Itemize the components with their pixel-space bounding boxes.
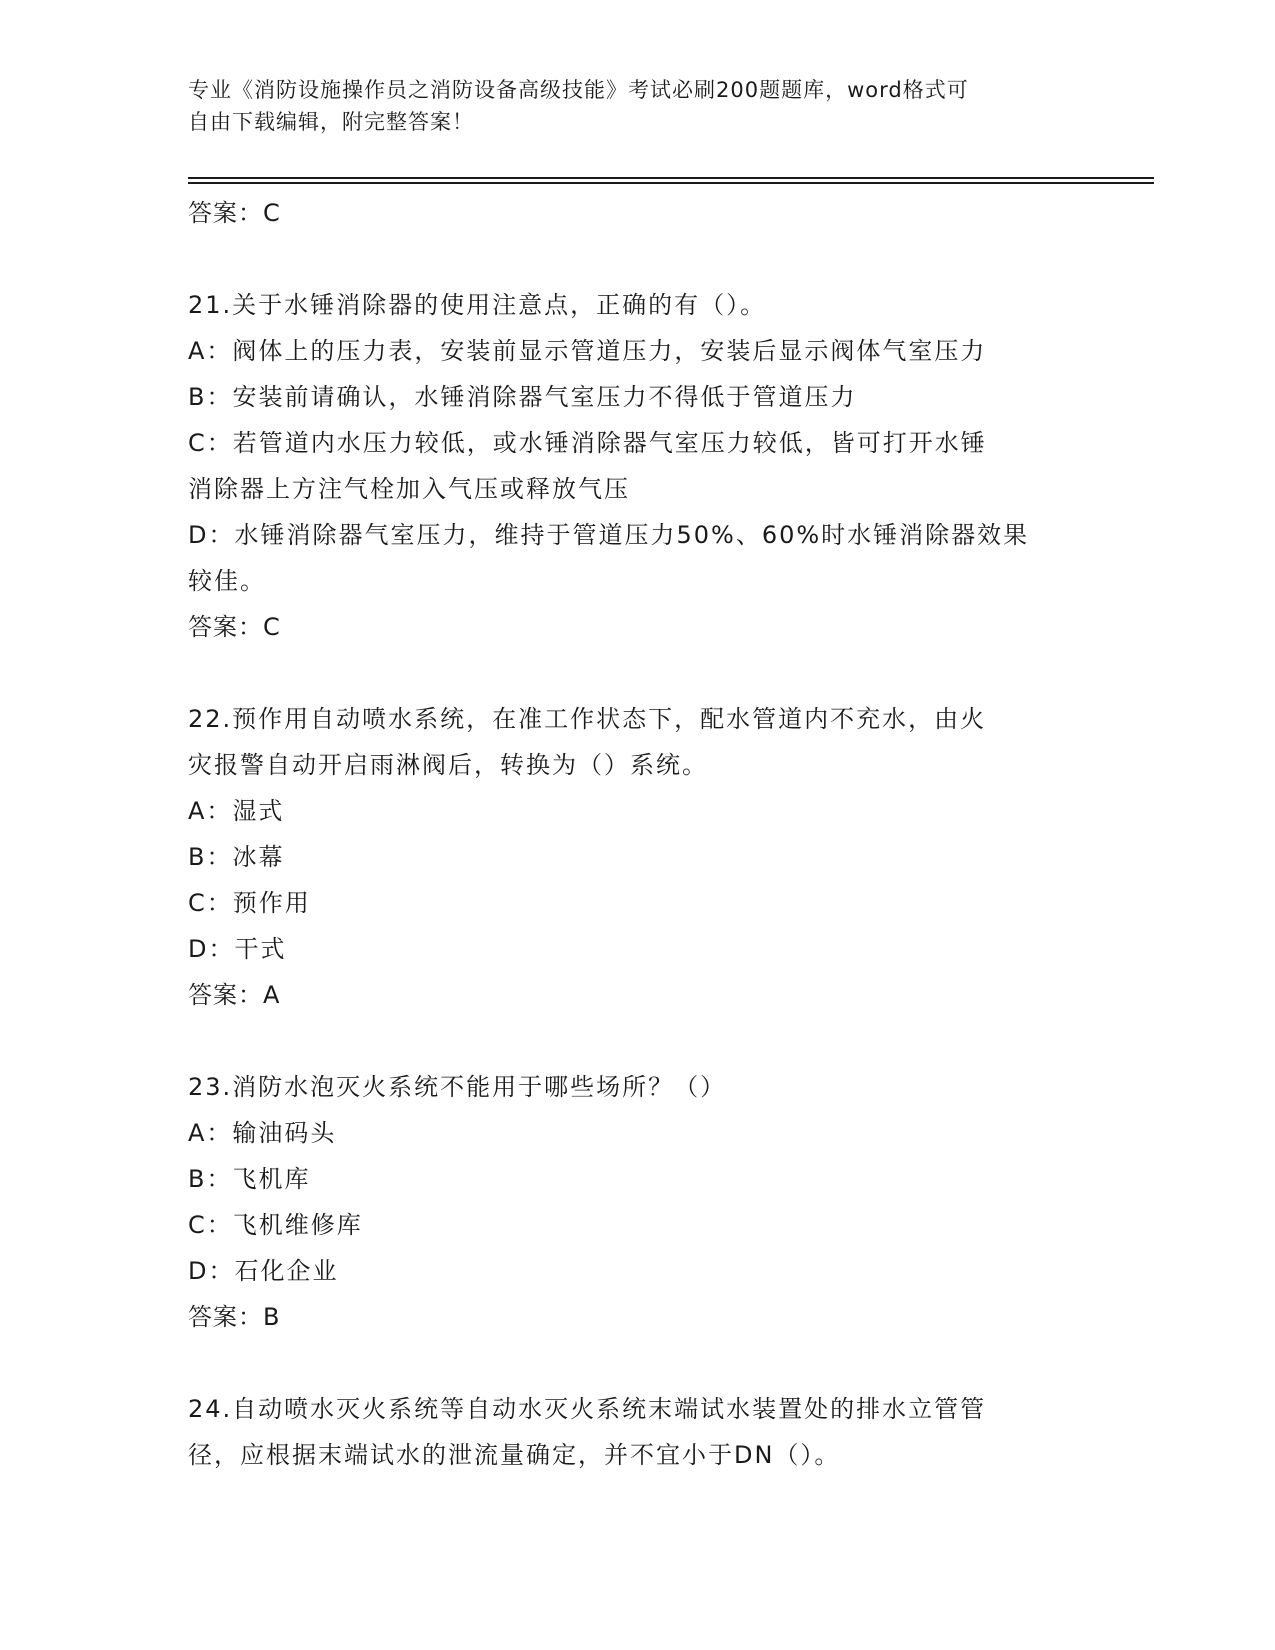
question-content	[188, 190, 1088, 1478]
header-line-2: 自由下载编辑，附完整答案！	[188, 110, 474, 134]
answer-line: 答案：B	[188, 1303, 281, 1331]
question-24	[188, 1386, 1088, 1478]
option-b: B：冰幕	[188, 843, 285, 871]
question-stem-continued: 径，应根据末端试水的泄流量确定，并不宜小于DN（）。	[188, 1441, 841, 1469]
option-c: C：若管道内水压力较低，或水锤消除器气室压力较低，皆可打开水锤	[188, 429, 987, 457]
option-c-continued: 消除器上方注气栓加入气压或释放气压	[188, 475, 630, 503]
question-23	[188, 1064, 1088, 1340]
option-a: A：阀体上的压力表，安装前显示管道压力，安装后显示阀体气室压力	[188, 337, 987, 365]
question-stem-continued: 灾报警自动开启雨淋阀后，转换为（）系统。	[188, 751, 708, 779]
header-divider-top	[188, 177, 1154, 179]
question-stem: 24.自动喷水灭火系统等自动水灭火系统末端试水装置处的排水立管管	[188, 1395, 987, 1423]
question-stem: 21.关于水锤消除器的使用注意点，正确的有（）。	[188, 291, 767, 319]
option-a: A：湿式	[188, 797, 285, 825]
header-divider-bottom	[188, 182, 1154, 184]
option-c: C：预作用	[188, 889, 311, 917]
option-c: C：飞机维修库	[188, 1211, 363, 1239]
option-a: A：输油码头	[188, 1119, 337, 1147]
option-b: B：安装前请确认，水锤消除器气室压力不得低于管道压力	[188, 383, 857, 411]
question-stem: 22.预作用自动喷水系统，在准工作状态下，配水管道内不充水，由火	[188, 705, 987, 733]
question-stem: 23.消防水泡灭火系统不能用于哪些场所？（）	[188, 1073, 727, 1101]
answer-line: 答案：C	[188, 199, 281, 227]
document-header	[188, 74, 1088, 138]
option-d-continued: 较佳。	[188, 567, 266, 595]
option-d: D：石化企业	[188, 1257, 339, 1285]
header-line-1: 专业《消防设施操作员之消防设备高级技能》考试必刷200题题库，word格式可	[188, 78, 969, 102]
answer-line: 答案：A	[188, 981, 281, 1009]
option-d: D：干式	[188, 935, 287, 963]
answer-line: 答案：C	[188, 613, 281, 641]
option-d: D：水锤消除器气室压力，维持于管道压力50%、60%时水锤消除器效果	[188, 521, 1030, 549]
question-21	[188, 282, 1088, 650]
option-b: B：飞机库	[188, 1165, 311, 1193]
question-22	[188, 696, 1088, 1018]
